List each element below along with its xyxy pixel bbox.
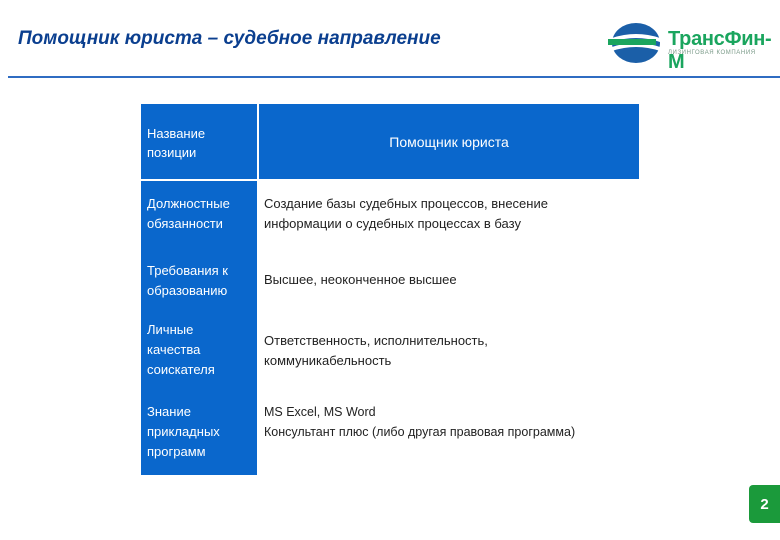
- row-value-software: MS Excel, MS Word Консультант плюс (либо другая правовая программа): [264, 405, 576, 439]
- slide-title: Помощник юриста – судебное направление: [18, 28, 441, 49]
- header-label-cell: Название позиции: [141, 104, 257, 179]
- row-label-education: Требования к образованию: [147, 263, 228, 298]
- row-label-qualities: Личные качества соискателя: [147, 322, 215, 377]
- logo-name: ТрансФин-М: [668, 28, 772, 73]
- page-number-badge: 2: [749, 485, 780, 523]
- row-value-education: Высшее, неоконченное высшее: [264, 272, 457, 287]
- row-value-qualities: Ответственность, исполнительность, коммуникабельность: [264, 333, 488, 368]
- title-divider: [8, 76, 780, 78]
- row-value-duties: Создание базы судебных процессов, внесение информации о судебных процессах в базу: [264, 196, 548, 231]
- row-label-software: Знание прикладных программ: [147, 404, 220, 459]
- logo-tagline: ЛИЗИНГОВАЯ КОМПАНИЯ: [668, 50, 756, 56]
- header-value-cell: Помощник юриста: [259, 104, 639, 179]
- row-label-duties: Должностные обязанности: [147, 196, 230, 231]
